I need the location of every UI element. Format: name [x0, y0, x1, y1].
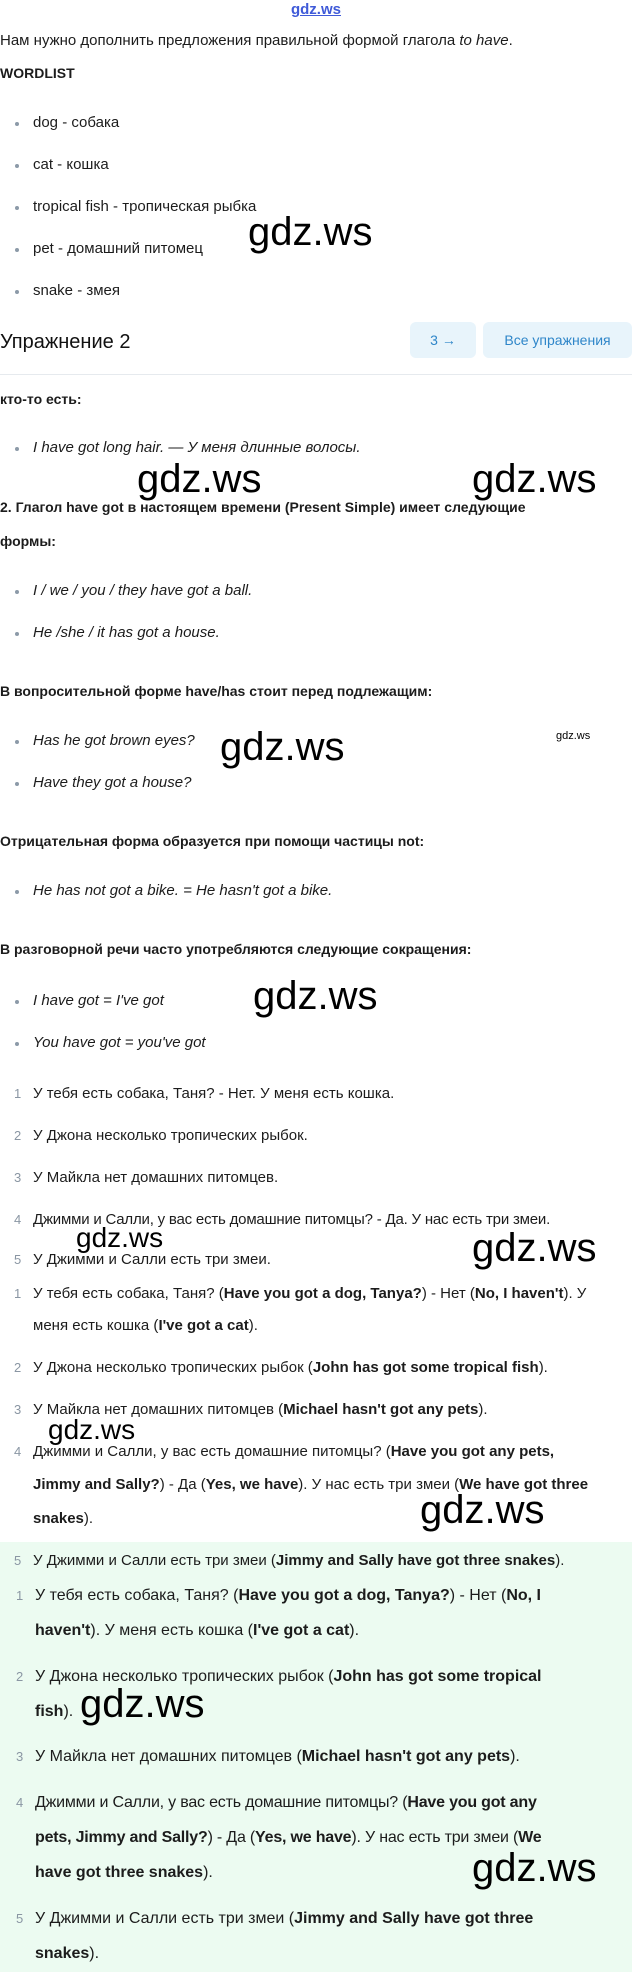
- bullet: [15, 122, 19, 126]
- answer-number: 3: [14, 1402, 22, 1417]
- wordlist-item: cat - кошка: [33, 156, 109, 173]
- answer-text: ).: [510, 1748, 520, 1765]
- intro-end: .: [508, 32, 513, 49]
- answer-item: [33, 1284, 586, 1304]
- watermark-small: gdz.ws: [556, 730, 591, 742]
- answer-english: John has got some tropical: [333, 1668, 542, 1685]
- bullet: [15, 447, 19, 451]
- answer-english: Have you got any pets,: [390, 1443, 555, 1460]
- answer-text: ) - Да (: [159, 1476, 206, 1493]
- answer-text: ).: [63, 1703, 74, 1720]
- answer-number: 4: [16, 1795, 24, 1810]
- intro-emph: to have: [459, 32, 509, 49]
- watermark-medium: gdz.ws: [76, 1222, 164, 1253]
- answer-text: У тебя есть собака, Таня? (: [35, 1587, 239, 1604]
- answer-english: Jimmy and Sally have got three snakes: [275, 1552, 556, 1569]
- answer-text: ). У нас есть три змеи (: [351, 1829, 519, 1846]
- contraction-example: I have got = I've got: [33, 992, 164, 1009]
- wordlist-item: pet - домашний питомец: [33, 240, 203, 257]
- watermark: gdz.ws: [253, 974, 378, 1018]
- exercise-title: Упражнение 2: [0, 331, 131, 353]
- answer-number: 1: [14, 1286, 22, 1301]
- answer-text: У Майкла нет домашних питомцев (: [33, 1401, 284, 1418]
- answer-text: У Джона несколько тропических рыбок (: [35, 1668, 334, 1685]
- task-number: 3: [14, 1170, 22, 1185]
- task-item: У Джимми и Салли есть три змеи.: [33, 1251, 271, 1268]
- bullet: [15, 632, 19, 636]
- answer-text: ) - Да (: [207, 1829, 256, 1846]
- answer-item-cont: [33, 1316, 258, 1336]
- bullet: [15, 206, 19, 210]
- watermark: gdz.ws: [472, 1226, 597, 1270]
- bullet: [15, 1000, 19, 1004]
- bullet: [15, 248, 19, 252]
- answer-english: haven't: [35, 1622, 91, 1639]
- intro-main: Нам нужно дополнить предложения правильной формой глагола: [0, 32, 456, 49]
- answer-item-cont: [35, 1828, 541, 1848]
- answer-text: ).: [203, 1864, 213, 1881]
- answer-text: меня есть кошка (: [33, 1317, 159, 1334]
- wordlist-title: WORDLIST: [0, 65, 75, 81]
- watermark-medium: gdz.ws: [48, 1414, 136, 1445]
- answer-english: No, I: [506, 1587, 541, 1604]
- answer-text: У Джимми и Салли есть три змеи (: [35, 1910, 295, 1927]
- answer-english: fish: [35, 1703, 64, 1720]
- answer-english: Have you got any: [407, 1794, 537, 1811]
- answer-item: [35, 1909, 533, 1929]
- answer-english: Michael hasn't got any pets: [283, 1401, 479, 1418]
- answer-english: I've got a cat: [253, 1622, 350, 1639]
- wordlist-item: dog - собака: [33, 114, 120, 131]
- answer-item: [33, 1358, 548, 1378]
- answer-english: Have you got a dog, Tanya?: [238, 1587, 450, 1604]
- answer-english: No, I haven't: [474, 1285, 564, 1302]
- wordlist-item: tropical fish - тропическая рыбка: [33, 198, 257, 215]
- answer-text: ).: [538, 1359, 548, 1376]
- answer-text: ). У меня есть кошка (: [90, 1622, 253, 1639]
- answer-english: Yes, we have: [205, 1476, 299, 1493]
- answer-text: ).: [83, 1510, 94, 1527]
- answer-item-cont: [35, 1944, 99, 1964]
- answer-number: 2: [14, 1360, 22, 1375]
- contractions-rule: В разговорной речи часто употребляются следующие сокращения:: [0, 941, 472, 957]
- form-example: He /she / it has got a house.: [33, 624, 220, 641]
- answer-english: Have you got a dog, Tanya?: [223, 1285, 422, 1302]
- negative-rule: Отрицательная форма образуется при помощи частицы not:: [0, 833, 425, 849]
- answer-text: ).: [89, 1945, 100, 1962]
- answer-english: We: [518, 1829, 542, 1846]
- answer-english: snakes: [33, 1510, 84, 1527]
- contraction-example: You have got = you've got: [33, 1034, 206, 1051]
- question-example: Has he got brown eyes?: [33, 732, 195, 749]
- answer-text: У Джимми и Салли есть три змеи (: [33, 1552, 276, 1569]
- question-example: Have they got a house?: [33, 774, 192, 791]
- answer-item: [35, 1793, 537, 1813]
- answer-english: have got three snakes: [35, 1864, 204, 1881]
- answer-item: [33, 1551, 564, 1571]
- site-top-label[interactable]: gdz.ws: [290, 1, 341, 18]
- answer-text: ) - Нет (: [449, 1587, 507, 1604]
- rule-point-2: 2. Глагол have got в настоящем времени (Present Simple) имеет следующие: [0, 499, 526, 515]
- answer-text: У Майкла нет домашних питомцев (: [35, 1748, 302, 1765]
- answer-text: У тебя есть собака, Таня? (: [33, 1285, 224, 1302]
- answer-number: 4: [14, 1444, 22, 1459]
- watermark: gdz.ws: [220, 725, 345, 769]
- answer-number: 2: [16, 1669, 24, 1684]
- answer-item-cont: [35, 1702, 73, 1722]
- answer-item: [35, 1747, 520, 1767]
- task-item: Джимми и Салли, у вас есть домашние питомцы? - Да. У нас есть три змеи.: [33, 1211, 551, 1228]
- rule-point-2-cont: формы:: [0, 533, 56, 549]
- answer-english: pets, Jimmy and Sally?: [35, 1829, 208, 1846]
- question-rule: В вопросительной форме have/has стоит перед подлежащим:: [0, 683, 433, 699]
- bullet: [15, 290, 19, 294]
- next-exercise-button[interactable]: 3 →: [410, 322, 476, 358]
- answer-text: ) - Нет (: [421, 1285, 475, 1302]
- form-example: I / we / you / they have got a ball.: [33, 582, 253, 599]
- task-number: 5: [14, 1252, 22, 1267]
- bullet: [15, 164, 19, 168]
- answer-english: Jimmy and Sally?: [33, 1476, 160, 1493]
- answer-number: 5: [16, 1911, 24, 1926]
- task-item: У Майкла нет домашних питомцев.: [33, 1169, 279, 1186]
- task-number: 4: [14, 1212, 22, 1227]
- watermark: gdz.ws: [472, 457, 597, 501]
- watermark: gdz.ws: [420, 1488, 545, 1532]
- rule-example: I have got long hair. — У меня длинные волосы.: [33, 439, 361, 456]
- answer-text: ).: [555, 1552, 565, 1569]
- task-item: У Джона несколько тропических рыбок.: [33, 1127, 308, 1144]
- watermark: gdz.ws: [472, 1846, 597, 1890]
- answer-item: [35, 1586, 541, 1606]
- watermark: gdz.ws: [137, 457, 262, 501]
- answer-english: Yes, we have: [255, 1829, 352, 1846]
- rule-someone-has: кто-то есть:: [0, 391, 82, 407]
- negative-example: He has not got a bike. = He hasn't got a bike.: [33, 882, 333, 899]
- watermark: gdz.ws: [248, 210, 373, 254]
- bullet: [15, 890, 19, 894]
- answer-english: We have got three: [459, 1476, 589, 1493]
- watermark: gdz.ws: [80, 1682, 205, 1726]
- answer-text: Джимми и Салли, у вас есть домашние питомцы? (: [33, 1443, 391, 1460]
- answer-item-cont: [35, 1863, 213, 1883]
- answer-text: ). У нас есть три змеи (: [298, 1476, 460, 1493]
- answer-text: Джимми и Салли, у вас есть домашние питомцы? (: [35, 1794, 408, 1811]
- answer-text: ). У: [563, 1285, 587, 1302]
- answer-text: ).: [248, 1317, 258, 1334]
- answer-number: 1: [16, 1588, 24, 1603]
- answer-text: ).: [349, 1622, 360, 1639]
- answer-number: 3: [16, 1749, 24, 1764]
- answer-english: snakes: [35, 1945, 90, 1962]
- task-item: У тебя есть собака, Таня? - Нет. У меня есть кошка.: [33, 1085, 395, 1102]
- answer-english: Michael hasn't got any pets: [301, 1748, 511, 1765]
- bullet: [15, 782, 19, 786]
- exercise-bar: [0, 320, 632, 375]
- answer-number: 5: [14, 1553, 22, 1568]
- answer-text: У Джона несколько тропических рыбок (: [33, 1359, 313, 1376]
- intro-text: [0, 31, 513, 51]
- bullet: [15, 1042, 19, 1046]
- task-number: 1: [14, 1086, 22, 1101]
- wordlist-item: snake - змея: [33, 282, 121, 299]
- bullet: [15, 740, 19, 744]
- answer-item-cont: [33, 1509, 93, 1529]
- answer-item-cont: [35, 1621, 359, 1641]
- answer-english: John has got some tropical fish: [312, 1359, 539, 1376]
- answer-english: I've got a cat: [158, 1317, 249, 1334]
- all-exercises-button[interactable]: Все упражнения: [483, 322, 632, 358]
- answer-english: Jimmy and Sally have got three: [294, 1910, 534, 1927]
- task-number: 2: [14, 1128, 22, 1143]
- bullet: [15, 590, 19, 594]
- answer-text: ).: [478, 1401, 488, 1418]
